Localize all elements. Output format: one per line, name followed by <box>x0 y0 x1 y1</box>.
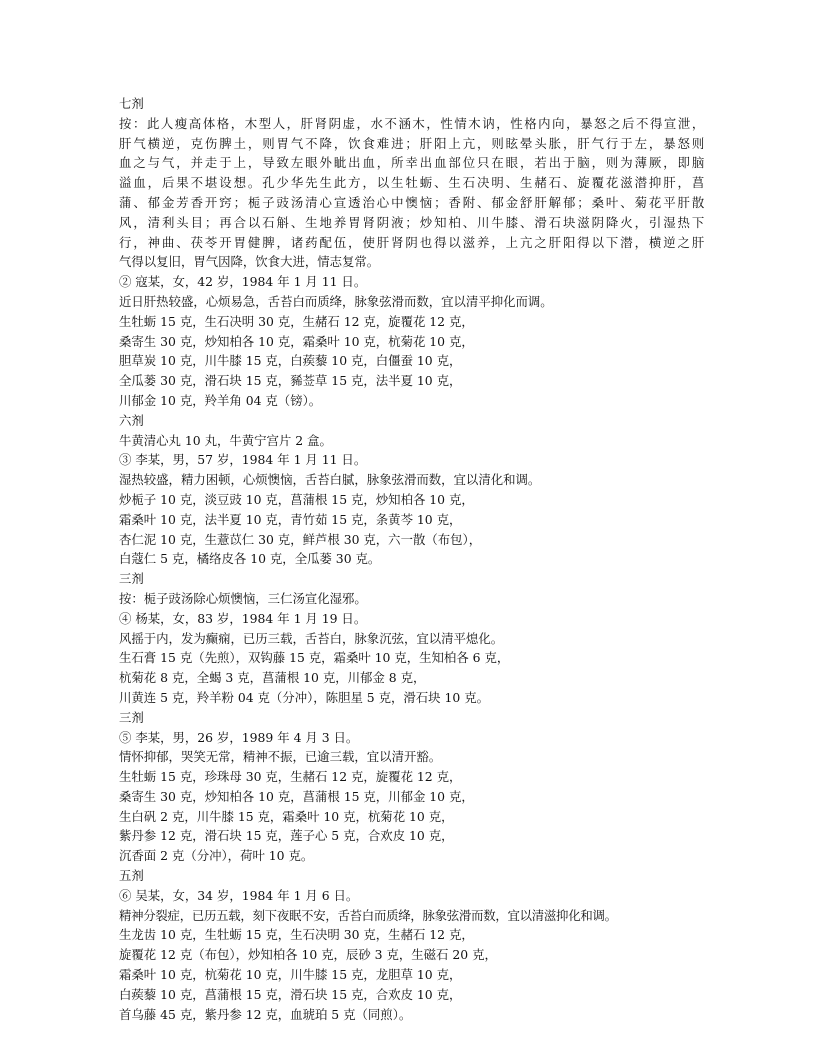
paragraph-line: 蒲、郁金芳香开窍；栀子豉汤清心宣透治心中懊恼；香附、郁金舒肝解郁；桑叶、菊花平肝散 <box>119 194 704 210</box>
paragraph-line: 肝气横逆，克伤脾土，则胃气不降，饮食难进；肝阳上亢，则眩晕头胀，肝气行于左，暴怒则 <box>119 135 704 151</box>
case-header: ⑥ 吴某，女，34 岁，1984 年 1 月 6 日。 <box>119 887 359 903</box>
paragraph-line: 血之与气，并走于上，导致左眼外眦出血，所幸出血部位只在眼，若出于脑，则为薄厥，即脑 <box>119 155 704 171</box>
prescription-line: 旋覆花 12 克（布包），炒知柏各 10 克，辰砂 3 克，生磁石 20 克， <box>119 947 497 963</box>
case-header: ⑤ 李某，男，26 岁，1989 年 4 月 3 日。 <box>119 729 359 745</box>
paragraph-line: 气得以复旧，胃气因降，饮食大进，情志复常。 <box>119 254 380 270</box>
case-description: 近日肝热较盛，心烦易急，舌苔白而质绛，脉象弦滑而数，宜以清平抑化而调。 <box>119 293 553 309</box>
prescription-line: 生白矾 2 克，川牛膝 15 克，霜桑叶 10 克，杭菊花 10 克， <box>119 808 454 824</box>
dose-count-line: 五剂 <box>119 868 144 884</box>
prescription-line: 杏仁泥 10 克，生薏苡仁 30 克，鲜芦根 30 克，六一散（布包）， <box>119 531 482 547</box>
case-description: 风摇于内，发为癫痫，已历三载，舌苔白，脉象沉弦，宜以清平熄化。 <box>119 630 504 646</box>
prescription-line: 霜桑叶 10 克，法半夏 10 克，青竹茹 15 克，条黄芩 10 克， <box>119 511 462 527</box>
prescription-line: 首乌藤 45 克，紫丹参 12 克，血琥珀 5 克（同煎）。 <box>119 1006 412 1022</box>
dose-count-line: 六剂 <box>119 412 144 428</box>
case-header: ④ 杨某，女，83 岁，1984 年 1 月 19 日。 <box>119 610 367 626</box>
prescription-line: 生牡蛎 15 克，珍珠母 30 克，生赭石 12 克，旋覆花 12 克， <box>119 769 462 785</box>
commentary-paragraph <box>119 114 704 272</box>
prescription-line: 生牡蛎 15 克，生石决明 30 克，生赭石 12 克，旋覆花 12 克， <box>119 313 474 329</box>
prescription-line: 川郁金 10 克，羚羊角 04 克（镑）。 <box>119 392 322 408</box>
document-page <box>119 94 704 1024</box>
prescription-line: 霜桑叶 10 克，杭菊花 10 克，川牛膝 15 克，龙胆草 10 克， <box>119 967 462 983</box>
prescription-line: 杭菊花 8 克，全蝎 3 克，菖蒲根 10 克，川郁金 8 克， <box>119 670 426 686</box>
prescription-line: 川黄连 5 克，羚羊粉 04 克（分冲），陈胆星 5 克，滑石块 10 克。 <box>119 689 489 705</box>
case-description: 湿热较盛，精力困顿，心烦懊恼，舌苔白腻，脉象弦滑而数，宜以清化和调。 <box>119 472 541 488</box>
prescription-line: 紫丹参 12 克，滑石块 15 克，莲子心 5 克，合欢皮 10 克， <box>119 828 454 844</box>
prescription-line: 生石膏 15 克（先煎），双钩藤 15 克，霜桑叶 10 克，生知柏各 6 克， <box>119 650 510 666</box>
case-header: ② 寇某，女，42 岁，1984 年 1 月 11 日。 <box>119 274 367 290</box>
prescription-line: 胆草炭 10 克，川牛膝 15 克，白蒺藜 10 克，白僵蚕 10 克， <box>119 353 462 369</box>
prescription-line: 炒栀子 10 克，淡豆豉 10 克，菖蒲根 15 克，炒知柏各 10 克， <box>119 491 474 507</box>
dose-count-line: 三剂 <box>119 571 144 587</box>
commentary-line: 按：栀子豉汤除心烦懊恼，三仁汤宣化湿邪。 <box>119 590 367 606</box>
prescription-line: 生龙齿 10 克，生牡蛎 15 克，生石决明 30 克，生赭石 12 克， <box>119 927 474 943</box>
prescription-line: 白蒺藜 10 克，菖蒲根 15 克，滑石块 15 克，合欢皮 10 克， <box>119 986 462 1002</box>
dose-count-line: 三剂 <box>119 709 144 725</box>
paragraph-line: 风，清利头目；再合以石斛、生地养胃肾阴液；炒知柏、川牛膝、滑石块滋阴降火，引湿热下 <box>119 214 704 230</box>
prescription-line: 牛黄清心丸 10 丸，牛黄宁宫片 2 盒。 <box>119 432 332 448</box>
paragraph-line: 按：此人瘦高体格，木型人，肝肾阴虚，水不涵木，性情木讷，性格内向，暴怒之后不得宣泄， <box>119 115 704 131</box>
case-description: 精神分裂症，已历五载，刻下夜眠不安，舌苔白而质绛，脉象弦滑而数，宜以清滋抑化和调。 <box>119 907 617 923</box>
prescription-line: 白蔻仁 5 克，橘络皮各 10 克，全瓜蒌 30 克。 <box>119 551 381 567</box>
prescription-line: 桑寄生 30 克，炒知柏各 10 克，霜桑叶 10 克，杭菊花 10 克， <box>119 333 474 349</box>
prescription-line: 沉香面 2 克（分冲），荷叶 10 克。 <box>119 848 314 864</box>
paragraph-line: 溢血，后果不堪设想。孔少华先生此方，以生牡蛎、生石决明、生赭石、旋覆花滋潜抑肝，菖 <box>119 175 704 191</box>
case-header: ③ 李某，男，57 岁，1984 年 1 月 11 日。 <box>119 452 367 468</box>
dose-count-line: 七剂 <box>119 96 144 111</box>
case-description: 情怀抑郁，哭笑无常，精神不振，已逾三载，宜以清开豁。 <box>119 749 442 765</box>
prescription-line: 桑寄生 30 克，炒知柏各 10 克，菖蒲根 15 克，川郁金 10 克， <box>119 788 474 804</box>
prescription-line: 全瓜蒌 30 克，滑石块 15 克，豨莶草 15 克，法半夏 10 克， <box>119 373 462 389</box>
paragraph-line: 行，神曲、茯苓开胃健脾，诸药配伍，使肝肾阴也得以滋养，上亢之肝阳得以下潜，横逆之肝 <box>119 234 704 250</box>
